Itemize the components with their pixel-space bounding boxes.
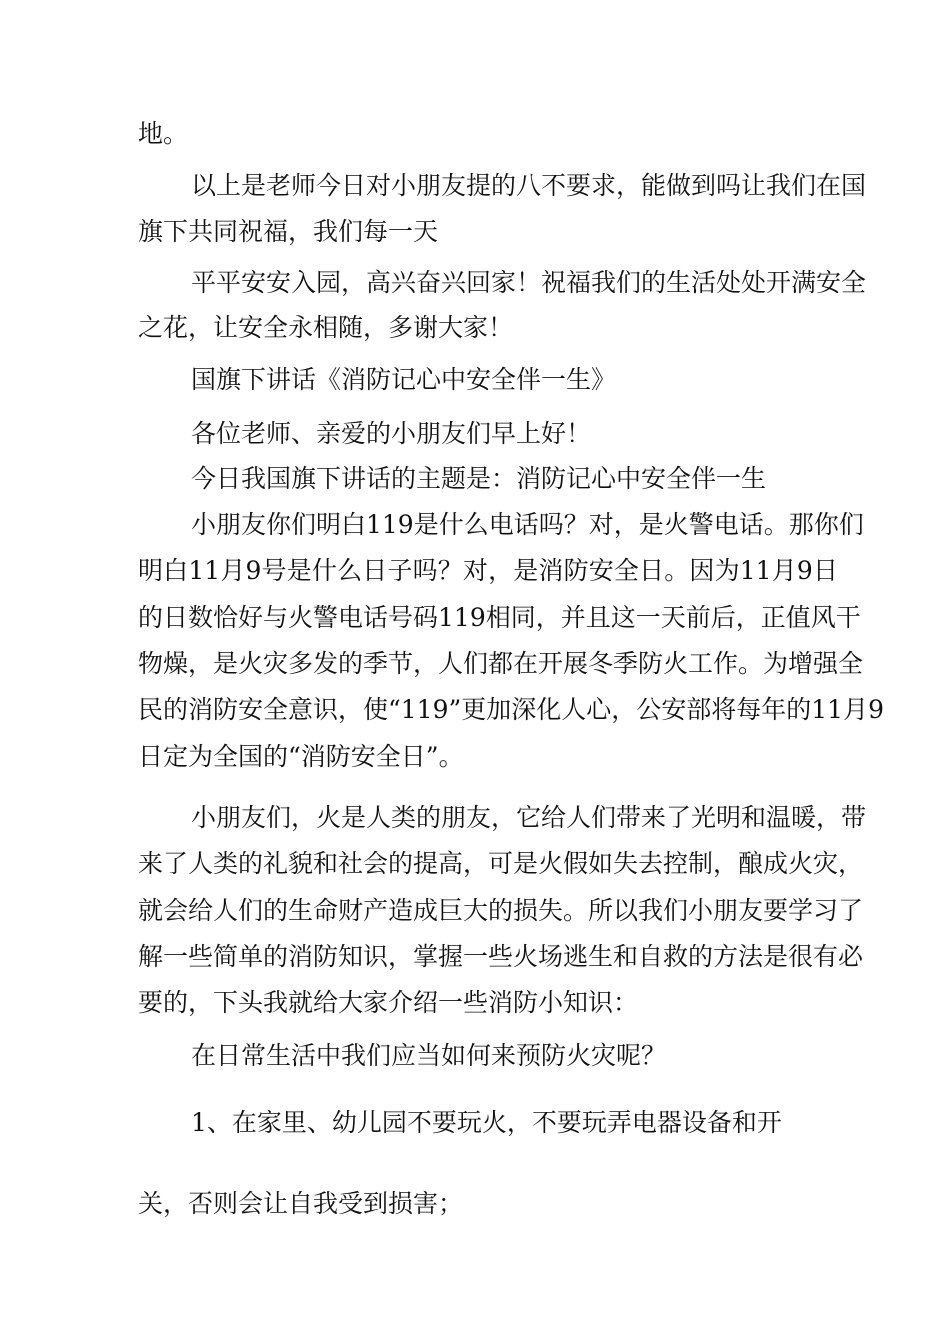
text-line: 关，否则会让自我受到损害； [138,1189,464,1218]
text-line: 解一些简单的消防知识，掌握一些火场逃生和自救的方法是很有必 [138,942,864,971]
text-line: 物燥，是火灾多发的季节，人们都在开展冬季防火工作。为增强全 [138,649,864,678]
text-line: 小朋友你们明白119是什么电话吗？对，是火警电话。那你们 [191,510,864,539]
text-line: 平平安安入园，高兴奋兴回家！祝福我们的生活处处开满安全 [191,268,867,297]
text-line: 来了人类的礼貌和社会的提高，可是火假如失去控制，酿成火灾， [138,849,864,878]
list-item: 1、在家里、幼儿园不要玩火，不要玩弄电器设备和开 [191,1108,782,1137]
text-line: 地。 [138,119,189,148]
text-line: 在日常生活中我们应当如何来预防火灾呢？ [191,1041,667,1070]
text-line: 之花，让安全永相随，多谢大家！ [138,313,514,342]
text-line: 明白11月9号是什么日子吗？对，是消防安全日。因为11月9日 [138,556,838,585]
text-line: 以上是老师今日对小朋友提的八不要求，能做到吗让我们在国 [191,171,867,200]
text-line: 今日我国旗下讲话的主题是：消防记心中安全伴一生 [191,464,767,493]
text-line: 的日数恰好与火警电话号码119相同，并且这一天前后，正值风干 [138,603,861,632]
section-title: 国旗下讲话《消防记心中安全伴一生》 [191,365,617,394]
text-line: 民的消防安全意识，使“119”更加深化人心，公安部将每年的11月9 [138,695,884,724]
greeting-line: 各位老师、亲爱的小朋友们早上好！ [191,419,592,448]
text-line: 旗下共同祝福，我们每一天 [138,217,439,246]
text-line: 日定为全国的“消防安全日”。 [138,742,464,771]
text-line: 小朋友们，火是人类的朋友，它给人们带来了光明和温暖，带 [191,803,867,832]
text-line: 就会给人们的生命财产造成巨大的损失。所以我们小朋友要学习了 [138,896,864,925]
text-line: 要的，下头我就给大家介绍一些消防小知识： [138,988,639,1017]
